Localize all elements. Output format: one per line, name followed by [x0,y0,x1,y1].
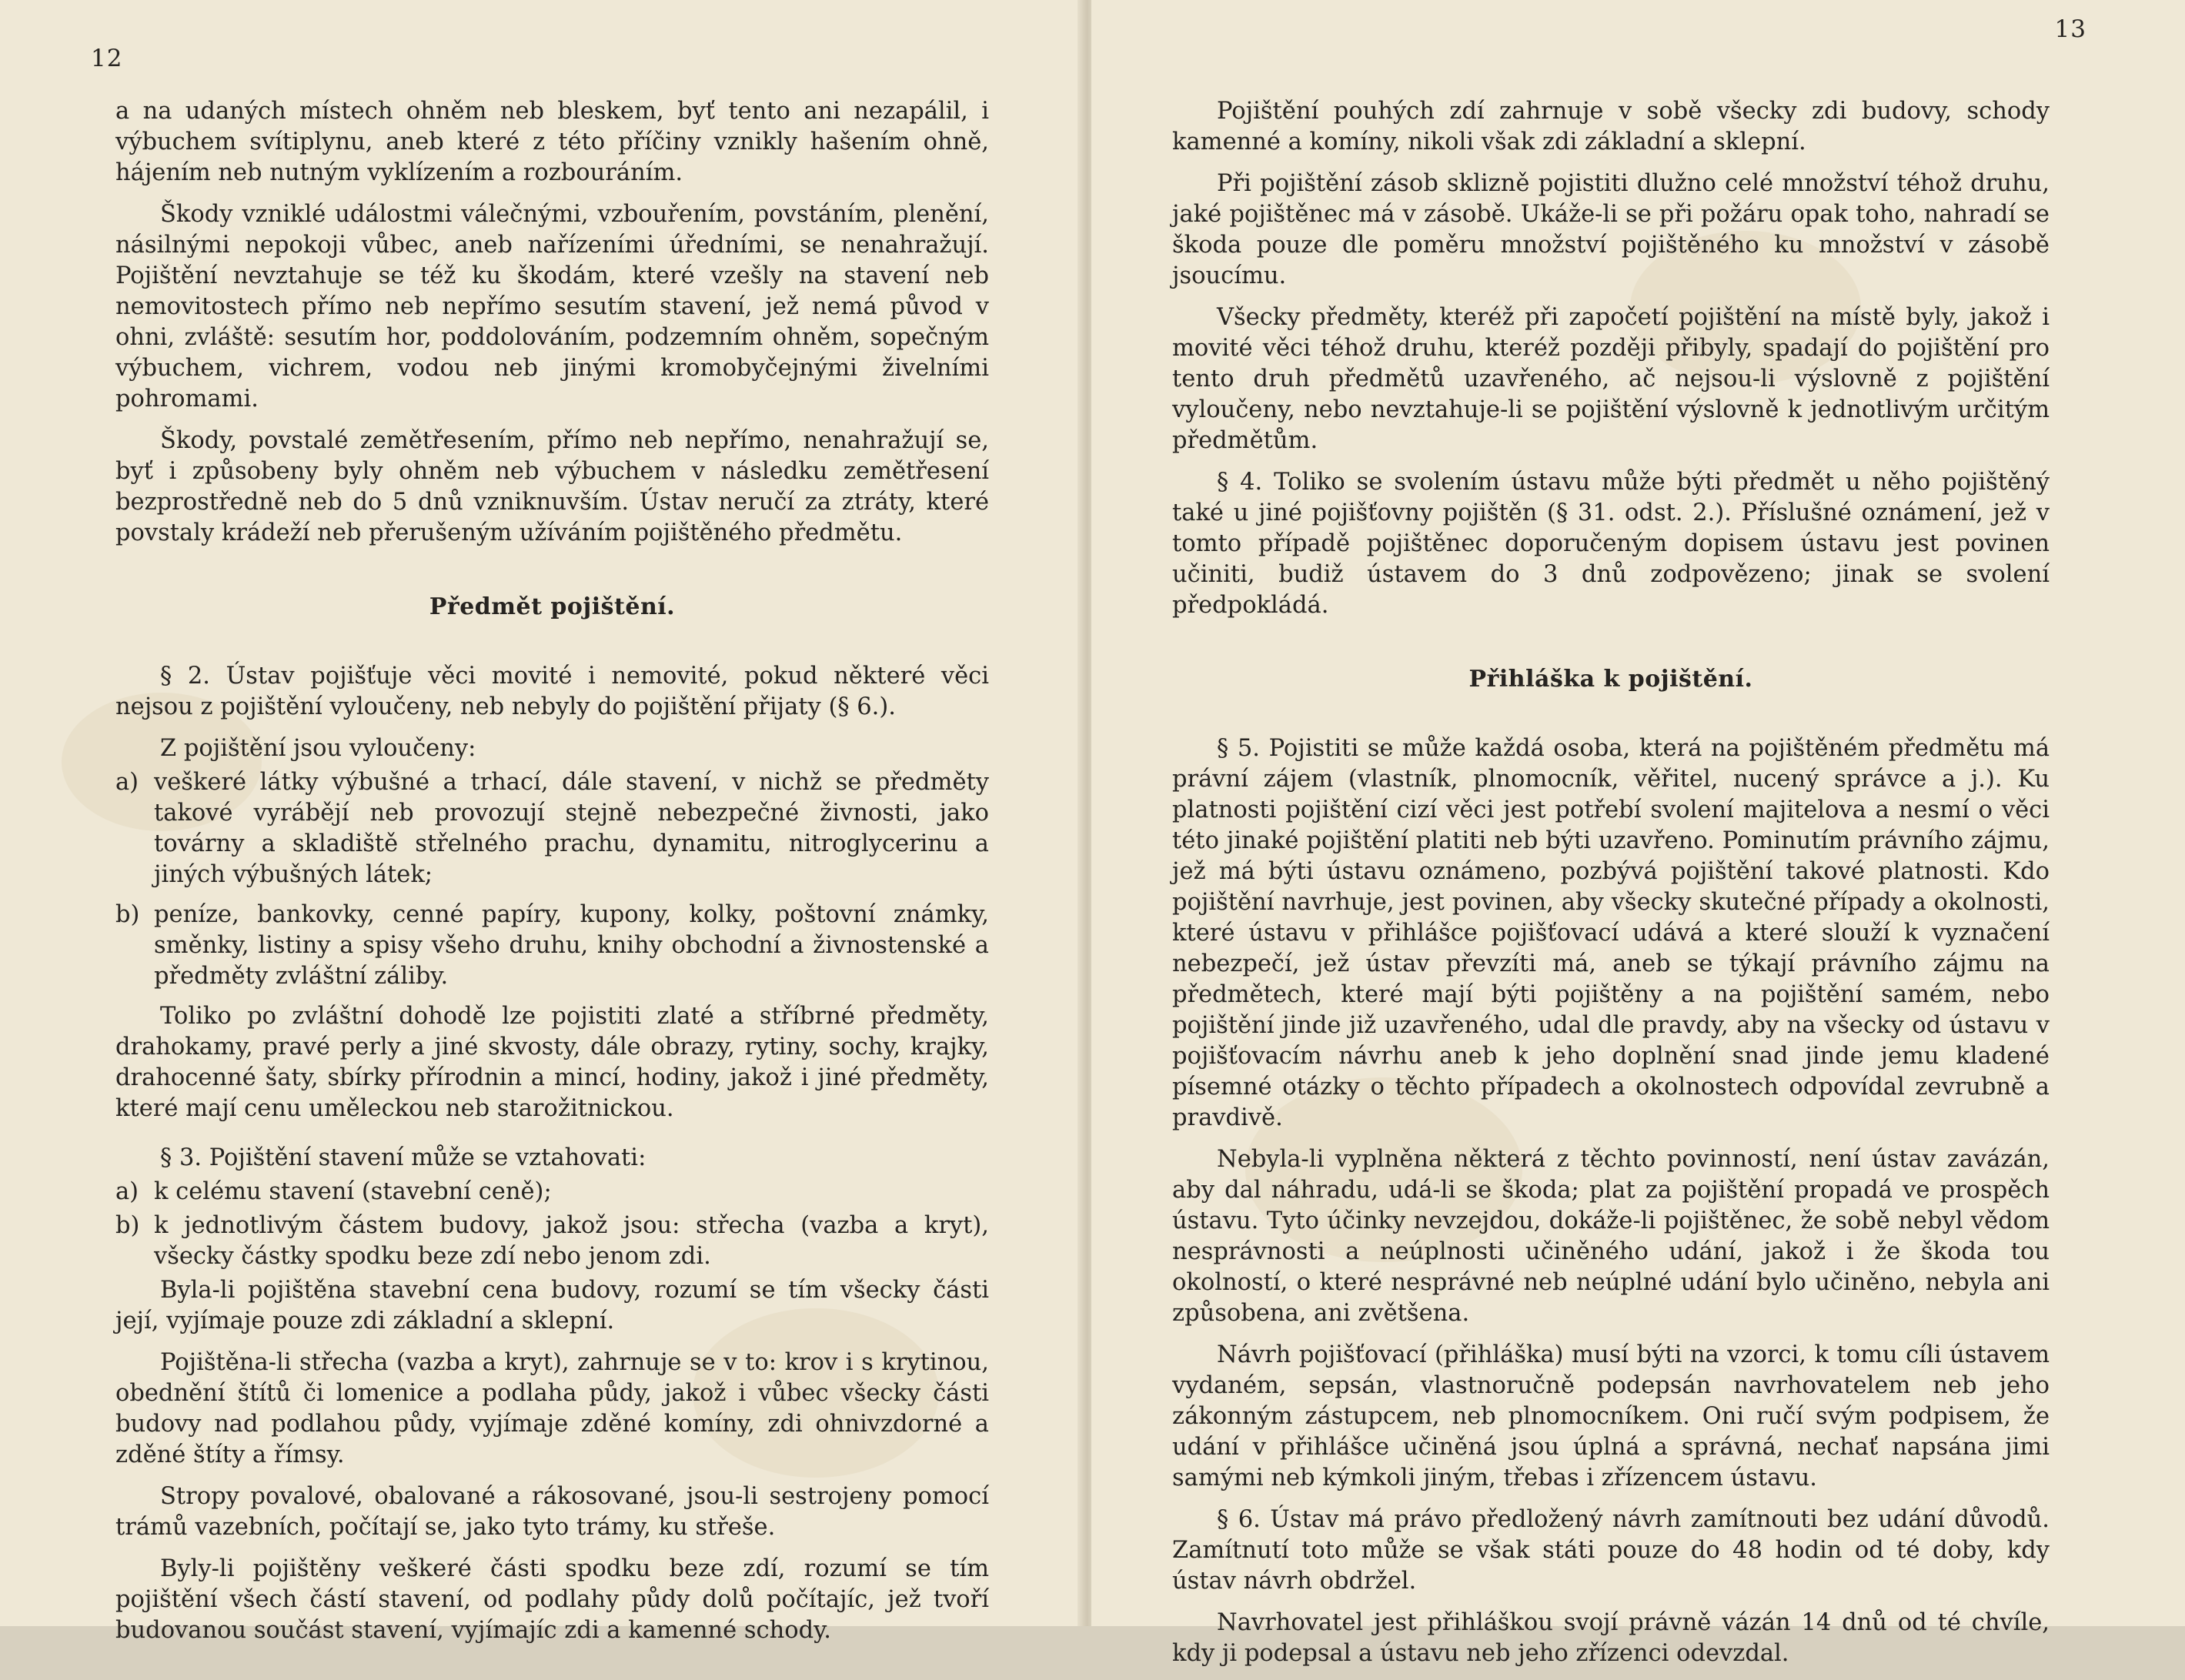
list-marker: a) [115,1178,139,1205]
right-page [1091,0,2185,1667]
right-text-column [1172,96,2050,1680]
list-item-text: veškeré látky výbušné a trhací, dále stavení, v nichž se předměty takové vyrábějí neb provozují stejně nebezpečné živnosti, jako továrny a skladiště střelného prachu, dynamitu, nitroglycerinu a jiných výbušných látek; [154,769,989,888]
list-item-text: k jednotlivým částem budovy, jakož jsou: střecha (vazba a kryt), všecky částky spodku beze zdí nebo jenom zdi. [154,1212,989,1270]
paragraph: Škody, povstalé zemětřesením, přímo neb nepřímo, nenahražují se, byť i způsobeny byly ohněm neb výbuchem v následku zemětřesení bezprostředně neb do 5 dnů vzniknuvším. Ústav neručí za ztráty, které povstaly krádeží neb přerušeným užíváním pojištěného předmětu. [115,427,989,546]
list-item [115,1211,989,1272]
left-page [0,0,1085,1644]
paragraph-section-5: § 5. Pojistiti se může každá osoba, která na pojištěném předmětu má právní zájem (vlastník, plnomocník, věřitel, nucený správce a j.). Ku platnosti pojištění cizí věci jest potřebí svolení majitelova a nesmí o věci této jinaké pojištění platiti neb býti uzavřeno. Pominutím právního zájmu, jež má býti ústavu oznámeno, pozbývá pojištění takové platnosti. Kdo pojištění navrhuje, jest povinen, aby všecky skutečné případy a okolnosti, které ústavu v přihlášce pojišťovací udává a které slouží k vyznačení nebezpečí, jež ústav převzíti má, aneb se týkají právního zájmu na předmětech, které mají býti pojištěny a na pojištění samém, nebo pojištění jinde již uzavřeného, udal dle pravdy, aby na všecky od ústavu v pojišťovacím návrhu aneb k jeho doplnění snad jinde jemu kladené písemné otázky o těchto případech a okolnostech odpovídal zevrubně a pravdivě. [1172,735,2050,1131]
paragraph: Škody vzniklé událostmi válečnými, vzbouřením, povstáním, plenění, násilnými nepokoji vůbec, aneb nařízeními úředními, se nenahražují. Pojištění nevztahuje se též ku škodám, které vzešly na stavení neb nemovitostech přímo neb nepřímo sesutím stavení, jež nemá původ v ohni, zvláště: sesutím hor, poddolováním, podzemním ohněm, sopečným výbuchem, vichrem, vodou neb jinými kromobyčejnými živelními pohromami. [115,201,989,412]
list-item [115,767,989,890]
section-heading: Předmět pojištění. [429,593,676,620]
list-marker: b) [115,901,140,928]
left-text-column [115,96,989,1657]
paragraph: Nebyla-li vyplněna některá z těchto povinností, není ústav zavázán, aby dal náhradu, udá-li se škoda; plat za pojištění propadá ve prospěch ústavu. Tyto účinky nevzejdou, dokáže-li pojištěnec, že sobě nebyl vědom nesprávnosti a neúplnosti učiněného udání, jakož i že škoda tou okolností, o které nesprávné neb neúplné udání bylo učiněno, nebyla ani způsobena, ani zvětšena. [1172,1146,2050,1327]
paragraph-section-4: § 4. Toliko se svolením ústavu může býti předmět u něho pojištěný také u jiné pojišťovny pojištěn (§ 31. odst. 2.). Příslušné oznámení, jež v tomto případě pojištěnec doporučeným dopisem ústavu jest povinen učiniti, budiž ústavem do 3 dnů zodpovězeno; jinak se svolení předpokládá. [1172,469,2050,619]
list-item [115,1177,989,1207]
list-item-text: k celému stavení (stavební ceně); [154,1178,552,1205]
section-heading: Přihláška k pojištění. [1468,666,1753,693]
paragraph: Stropy povalové, obalované a rákosované, jsou-li sestrojeny pomocí trámů vazebních, počítají se, jako tyto trámy, ku střeše. [115,1483,989,1541]
paragraph: Navrhovatel jest přihláškou svojí právně vázán 14 dnů od té chvíle, kdy ji podepsal a ústavu neb jeho zřízenci odevzdal. [1172,1609,2050,1667]
paragraph: Z pojištění jsou vyloučeny: [160,735,476,762]
paragraph: Pojištěna-li střecha (vazba a kryt), zahrnuje se v to: krov i s krytinou, obednění štítů či lomenice a podlaha půdy, jakož i vůbec všecky části budovy nad podlahou půdy, vyjímaje zděné komíny, zdi ohnivzdorné a zděné štíty a římsy. [115,1349,989,1468]
paragraph: Všecky předměty, kteréž při započetí pojištění na místě byly, jakož i movité věci téhož druhu, kteréž později přibyly, spadají do pojištění pro tento druh předmětů uzavřeného, ač nejsou-li výslovně z pojištění vyloučeny, nebo nevztahuje-li se pojištění výslovně k jednotlivým určitým předmětům. [1172,304,2050,454]
paragraph: Toliko po zvláštní dohodě lze pojistiti zlaté a stříbrné předměty, drahokamy, pravé perly a jiné skvosty, dále obrazy, rytiny, sochy, krajky, drahocenné šaty, sbírky přírodnin a mincí, hodiny, jakož i jiné předměty, které mají cenu uměleckou neb starožitnickou. [115,1003,989,1122]
paragraph: Byly-li pojištěny veškeré části spodku beze zdí, rozumí se tím pojištění všech částí stavení, od podlahy půdy dolů počítajíc, jež tvoří budovanou součást stavení, vyjímajíc zdi a kamenné schody. [115,1555,989,1644]
paragraph-section-6: § 6. Ústav má právo předložený návrh zamítnouti bez udání důvodů. Zamítnutí toto může se však státi pouze do 48 hodin od té doby, kdy ústav návrh obdržel. [1172,1506,2050,1595]
paragraph: a na udaných místech ohněm neb bleskem, byť tento ani nezapálil, i výbuchem svítiplynu, aneb které z této příčiny vznikly hašením ohně, hájením neb nutným vyklízením a rozbouráním. [115,98,989,186]
list-item-text: peníze, bankovky, cenné papíry, kupony, kolky, poštovní známky, směnky, listiny a spisy všeho druhu, knihy obchodní a živnostenské a předměty zvláštní záliby. [154,901,989,990]
paragraph: Byla-li pojištěna stavební cena budovy, rozumí se tím všecky části její, vyjímaje pouze zdi základní a sklepní. [115,1277,989,1334]
list-marker: a) [115,769,139,796]
page-number: 12 [91,45,123,72]
list-item [115,900,989,992]
paragraph-section-3: § 3. Pojištění stavení může se vztahovati: [160,1144,646,1171]
paragraph-section-2: § 2. Ústav pojišťuje věci movité i nemovité, pokud některé věci nejsou z pojištění vyloučeny, neb nebyly do pojištění přijaty (§ 6.). [115,663,989,720]
list-marker: b) [115,1212,140,1239]
paragraph: Při pojištění zásob sklizně pojistiti dlužno celé množství téhož druhu, jaké pojištěnec má v zásobě. Ukáže-li se při požáru opak toho, nahradí se škoda pouze dle poměru množství pojištěného ku množství v zásobě jsoucímu. [1172,170,2050,289]
page-number: 13 [2054,15,2086,43]
paragraph: Pojištění pouhých zdí zahrnuje v sobě všecky zdi budovy, schody kamenné a komíny, nikoli však zdi základní a sklepní. [1172,98,2050,155]
paragraph: Návrh pojišťovací (přihláška) musí býti na vzorci, k tomu cíli ústavem vydaném, sepsán, vlastnoručně podepsán navrhovatelem neb jeho zákonným zástupcem, neb plnomocníkem. Oni ručí svým podpisem, že udání v přihlášce učiněná jsou úplná a správná, nechať napsána jimi samými neb kýmkoli jiným, třebas i zřízencem ústavu. [1172,1341,2050,1491]
